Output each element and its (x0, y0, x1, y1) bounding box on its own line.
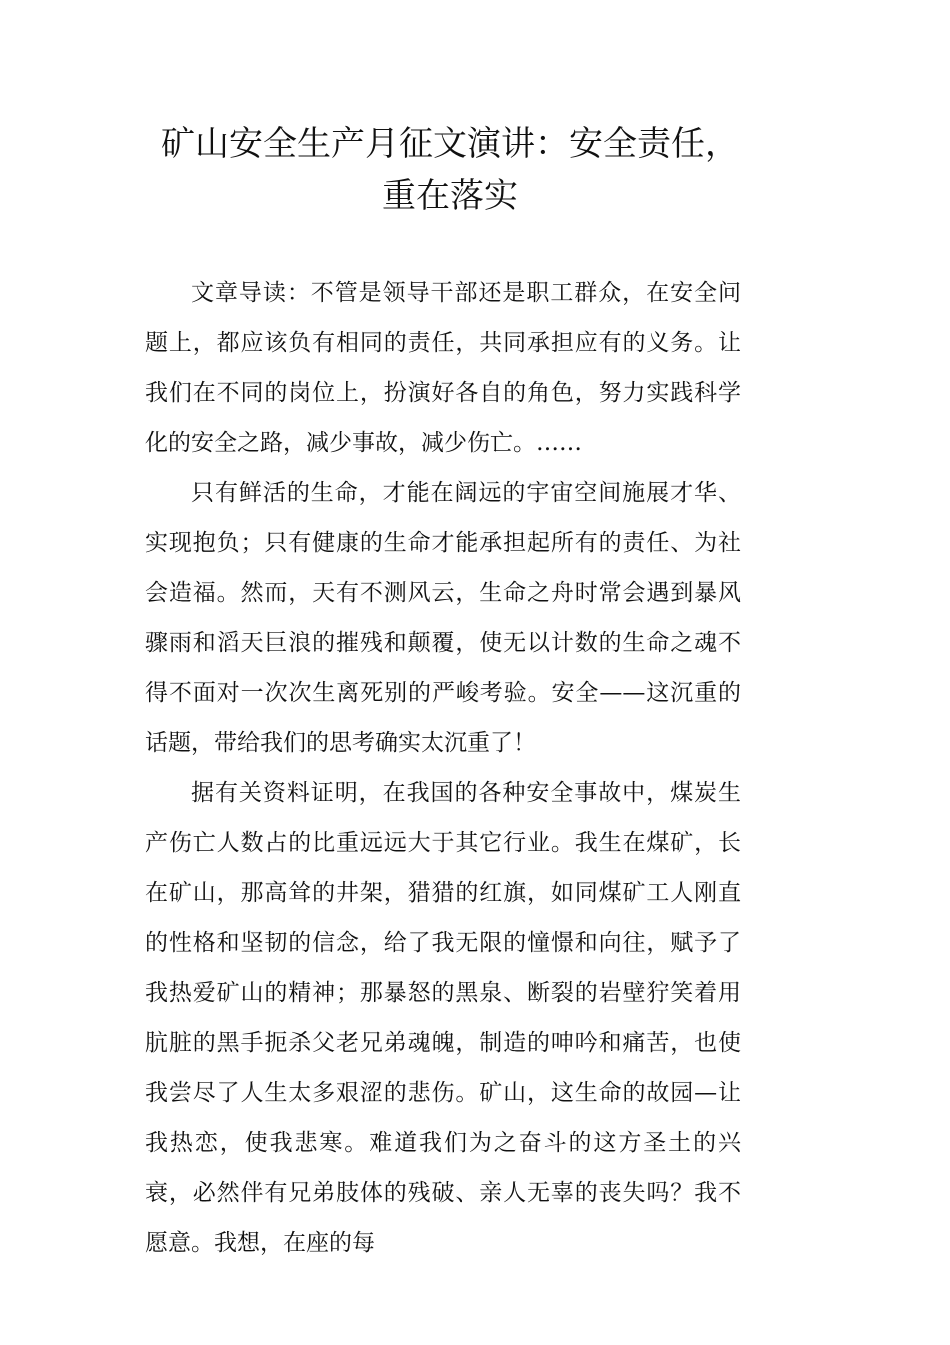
paragraph-intro: 文章导读：不管是领导干部还是职工群众，在安全问题上，都应该负有相同的责任，共同承担应有的义务。让我们在不同的岗位上，扮演好各自的角色，努力实践科学化的安全之路，减少事故，减少伤亡。…… (145, 280, 741, 456)
paragraph-life: 只有鲜活的生命，才能在阔远的宇宙空间施展才华、实现抱负；只有健康的生命才能承担起所有的责任、为社会造福。然而，天有不测风云，生命之舟时常会遇到暴风骤雨和滔天巨浪的摧残和颠覆，使无以计数的生命之魂不得不面对一次次生离死别的严峻考验。安全——这沉重的话题，带给我们的思考确实太沉重了！ (145, 480, 741, 756)
document-body (145, 268, 741, 1268)
document-title: 矿山安全生产月征文演讲：安全责任，重在落实 (161, 124, 739, 216)
paragraph-statistics: 据有关资料证明，在我国的各种安全事故中，煤炭生产伤亡人数占的比重远远大于其它行业。我生在煤矿，长在矿山，那高耸的井架，猎猎的红旗，如同煤矿工人刚直的性格和坚韧的信念，给了我无限的憧憬和向往，赋予了我热爱矿山的精神；那暴怒的黑泉、断裂的岩壁狞笑着用肮脏的黑手扼杀父老兄弟魂魄，制造的呻吟和痛苦，也使我尝尽了人生太多艰涩的悲伤。矿山，这生命的故园—让我热恋，使我悲寒。难道我们为之奋斗的这方圣土的兴衰，必然伴有兄弟肢体的残破、亲人无辜的丧失吗？我不愿意。我想，在座的每 (145, 780, 741, 1256)
